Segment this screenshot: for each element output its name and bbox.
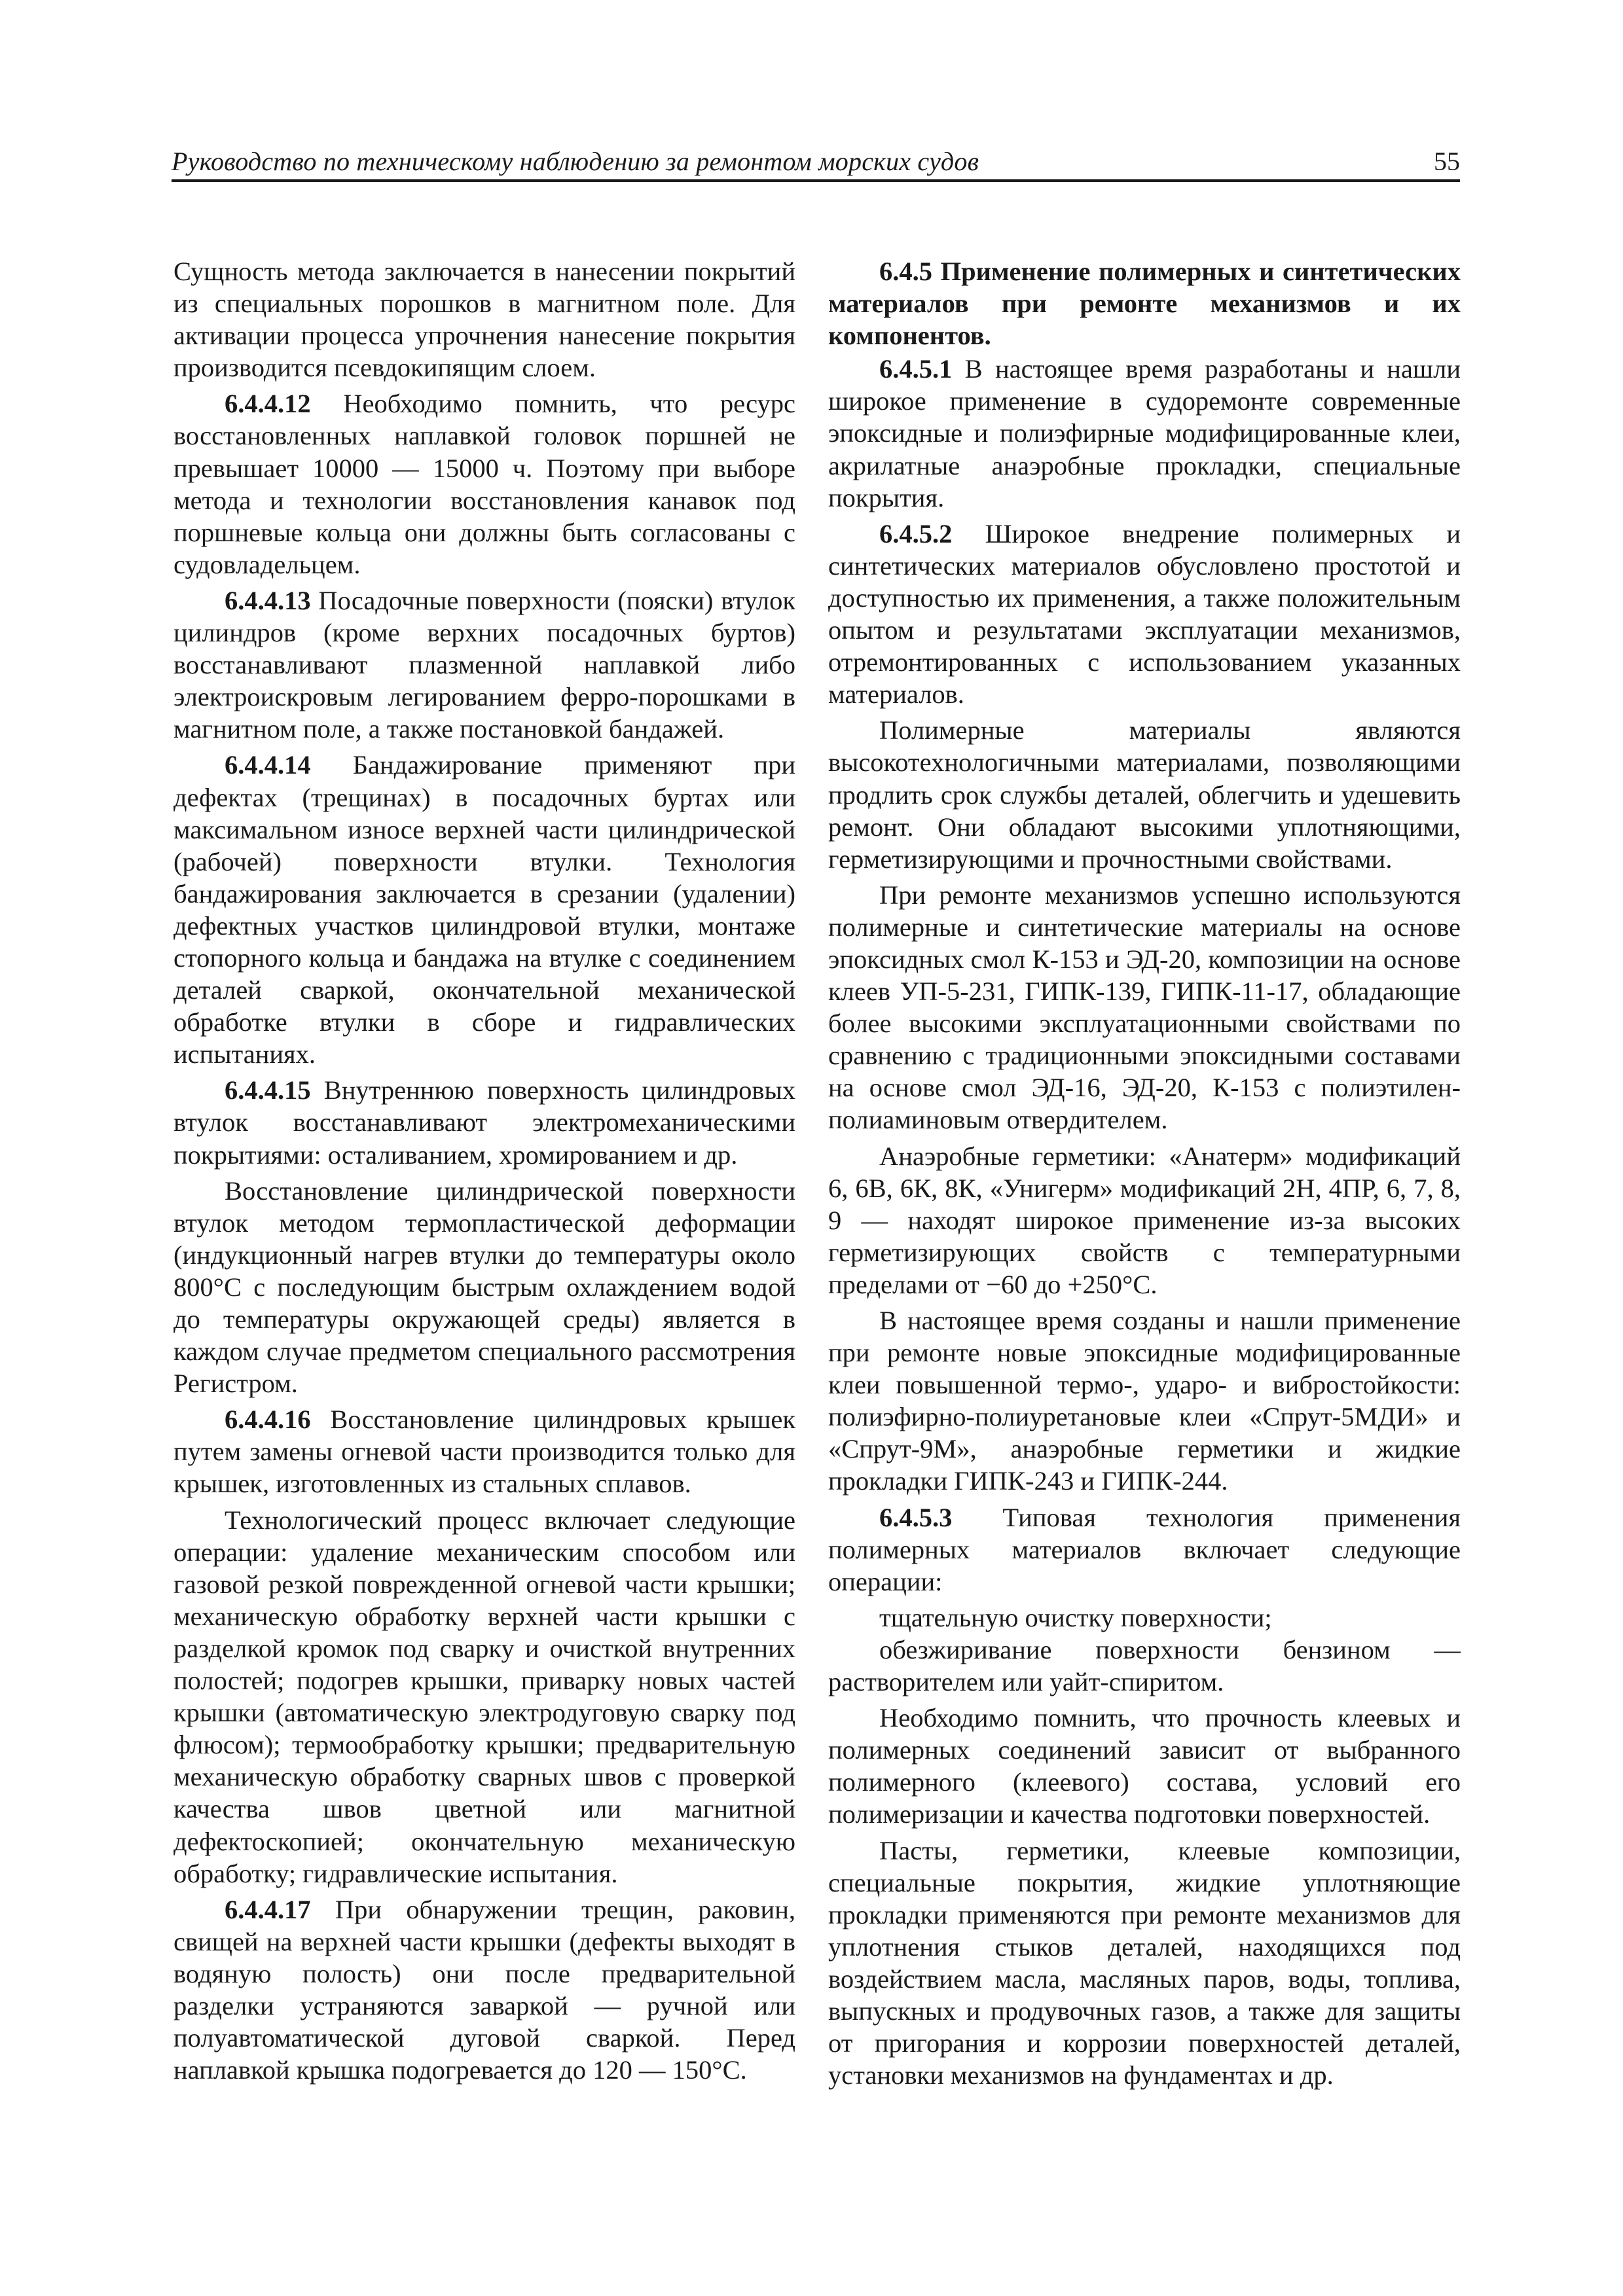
column-left xyxy=(173,255,795,2193)
paragraph xyxy=(828,1140,1461,1300)
paragraph-text: Посадочные поверхности (пояски) втулок цилиндров (кроме верхних посадочных буртов) восстанавливают плазменной наплавкой либо электроискровым легированием ферро-порошками в магнитном поле, а также постановкой бандажей. xyxy=(173,585,795,744)
clause-number: 6.4.4.16 xyxy=(225,1405,311,1435)
paragraph-text: обезжиривание поверхности бензином — растворителем или уайт-спиритом. xyxy=(828,1634,1461,1697)
paragraph xyxy=(828,1835,1461,2092)
paragraph xyxy=(828,879,1461,1136)
clause-number: 6.4.4.14 xyxy=(225,750,311,780)
clause-number: 6.4.5.1 xyxy=(879,354,953,384)
paragraph-text: В настоящее время разработаны и нашли широкое применение в судоремонте современные эпоксидные и полиэфирные модифицированные клеи, акрилатные анаэробные прокладки, специальные покрытия. xyxy=(828,354,1461,512)
paragraph-text: Восстановление цилиндровых крышек путем замены огневой части производится только для крышек, изготовленных из стальных сплавов. xyxy=(173,1405,795,1499)
paragraph-text: Восстановление цилиндрической поверхности втулок методом термопластической деформации (индукционный нагрев втулки до температуры около 800°C с последующим быстрым охлаждением водой до температуры окружающей среды) является в каждом случае предметом специального рассмотрения Регистром. xyxy=(173,1175,795,1399)
paragraph xyxy=(173,584,795,745)
paragraph xyxy=(173,1403,795,1499)
paragraph-text: Бандажирование применяют при дефектах (трещинах) в посадочных буртах или максимальном износе верхней части цилиндрической (рабочей) поверхности втулки. Технология бандажирования заключается в срезании (удалении) дефектных участков цилиндровой втулки, монтаже стопорного кольца и бандажа на втулке с соединением деталей сваркой, окончательной механической обработке втулки в сборе и гидравлических испытаниях. xyxy=(173,750,795,1069)
paragraph xyxy=(828,1702,1461,1830)
paragraph xyxy=(828,353,1461,513)
paragraph-text: Широкое внедрение полимерных и синтетических материалов обусловлено простотой и доступностью их применения, а также положительным опытом и результатами эксплуатации механизмов, отремонтированных с использованием указанных материалов. xyxy=(828,518,1461,709)
paragraph xyxy=(828,1304,1461,1498)
paragraph-text: При ремонте механизмов успешно используются полимерные и синтетические материалы на основе эпоксидных смол К-153 и ЭД-20, композиции на основе клеев УП-5-231, ГИПК-139, ГИПК-11-17, обладающие более высокими эксплуатационными свойствами по сравнению с традиционными эпоксидными составами на основе смол ЭД-16, ЭД-20, К-153 с полиэтилен-полиаминовым отвердителем. xyxy=(828,880,1461,1135)
paragraph xyxy=(173,1175,795,1400)
paragraph xyxy=(173,387,795,581)
clause-number: 6.4.5.3 xyxy=(879,1502,953,1532)
page-number: 55 xyxy=(1434,147,1460,176)
clause-number: 6.4.4.12 xyxy=(225,389,311,419)
clause-number: 6.4.5.2 xyxy=(879,518,953,548)
clause-number: 6.4.4.15 xyxy=(225,1075,311,1105)
paragraph-text: Анаэробные герметики: «Анатерм» модификаций 6, 6В, 6К, 8К, «Унигерм» модификаций 2Н, 4ПР, 6, 7, 8, 9 — находят широкое применение из-за высоких герметизирующих свойств с температурными пределами от −60 до +250°C. xyxy=(828,1141,1461,1299)
paragraph-text: В настоящее время созданы и нашли применение при ремонте новые эпоксидные модифицированные клеи повышенной термо-, ударо- и вибростойкости: полиэфирно-полиуретановые клеи «Спрут-5МДИ» и «Спрут-9М», анаэробные герметики и жидкие прокладки ГИПК-243 и ГИПК-244. xyxy=(828,1306,1461,1496)
paragraph-text: Технологический процесс включает следующие операции: удаление механическим способом или газовой резкой поврежденной огневой части крышки; механическую обработку верхней части крышки с разделкой кромок под сварку и очисткой внутренних полостей; подогрев крышки, приварку новых частей крышки (автоматическую электродуговую сварку под флюсом); термообработку крышки; предварительную механическую обработку сварных швов с проверкой качества швов цветной или магнитной дефектоскопией; окончательную механическую обработку; гидравлические испытания. xyxy=(173,1505,795,1888)
paragraph xyxy=(828,1501,1461,1598)
paragraph-text: Пасты, герметики, клеевые композиции, специальные покрытия, жидкие уплотняющие прокладки применяются при ремонте механизмов для уплотнения стыков деталей, находящихся под воздействием масла, масляных паров, воды, топлива, выпускных и продувочных газов, а также для защиты от пригорания и коррозии поверхностей деталей, установки механизмов на фундаментах и др. xyxy=(828,1835,1461,2090)
paragraph xyxy=(828,1602,1461,1634)
section-heading: 6.4.5 Применение полимерных и синтетических материалов при ремонте механизмов и их компонентов. xyxy=(828,257,1461,351)
paragraph-text: Полимерные материалы являются высокотехнологичными материалами, позволяющими продлить срок службы деталей, облегчить и удешевить ремонт. Они обладают высокими уплотняющими, герметизирующими и прочностными свойствами. xyxy=(828,715,1461,874)
paragraph-text: Необходимо помнить, что ресурс восстановленных наплавкой головок поршней не превышает 10000 — 15000 ч. Поэтому при выборе метода и технологии восстановления канавок под поршневые кольца они должны быть согласованы с судовладельцем. xyxy=(173,389,795,579)
clause-number: 6.4.4.13 xyxy=(225,585,311,615)
paragraph xyxy=(173,1893,795,2087)
paragraph-text: Типовая технология применения полимерных материалов включает следующие операции: xyxy=(828,1502,1461,1596)
paragraph-text: Внутреннюю поверхность цилиндровых втулок восстанавливают электромеханическими покрытиями: осталиванием, хромированием и др. xyxy=(173,1075,795,1170)
paragraph xyxy=(173,1074,795,1170)
paragraph xyxy=(828,1634,1461,1698)
paragraph-text: При обнаружении трещин, раковин, свищей на верхней части крышки (дефекты выходят в водяную полость) они после предварительной разделки устраняются заваркой — ручной или полуавтоматической дуговой сваркой. Перед наплавкой крышка подогревается до 120 — 150°C. xyxy=(173,1894,795,2085)
paragraph-text: Необходимо помнить, что прочность клеевых и полимерных соединений зависит от выбранного полимерного (клеевого) состава, условий его полимеризации и качества подготовки поверхностей. xyxy=(828,1703,1461,1829)
running-title: Руководство по техническому наблюдению за ремонтом морских судов xyxy=(172,147,979,176)
paragraph-text: тщательную очистку поверхности; xyxy=(879,1602,1272,1632)
paragraph xyxy=(828,518,1461,711)
paragraph xyxy=(173,749,795,1070)
column-right xyxy=(828,255,1461,2193)
paragraph xyxy=(173,255,795,384)
paragraph-text: Сущность метода заключается в нанесении покрытий из специальных порошков в магнитном поле. Для активации процесса упрочнения нанесение покрытия производится псевдокипящим слоем. xyxy=(173,257,795,383)
page-header xyxy=(172,143,1460,182)
paragraph xyxy=(828,714,1461,874)
clause-number: 6.4.4.17 xyxy=(225,1894,311,1924)
paragraph xyxy=(173,1504,795,1890)
